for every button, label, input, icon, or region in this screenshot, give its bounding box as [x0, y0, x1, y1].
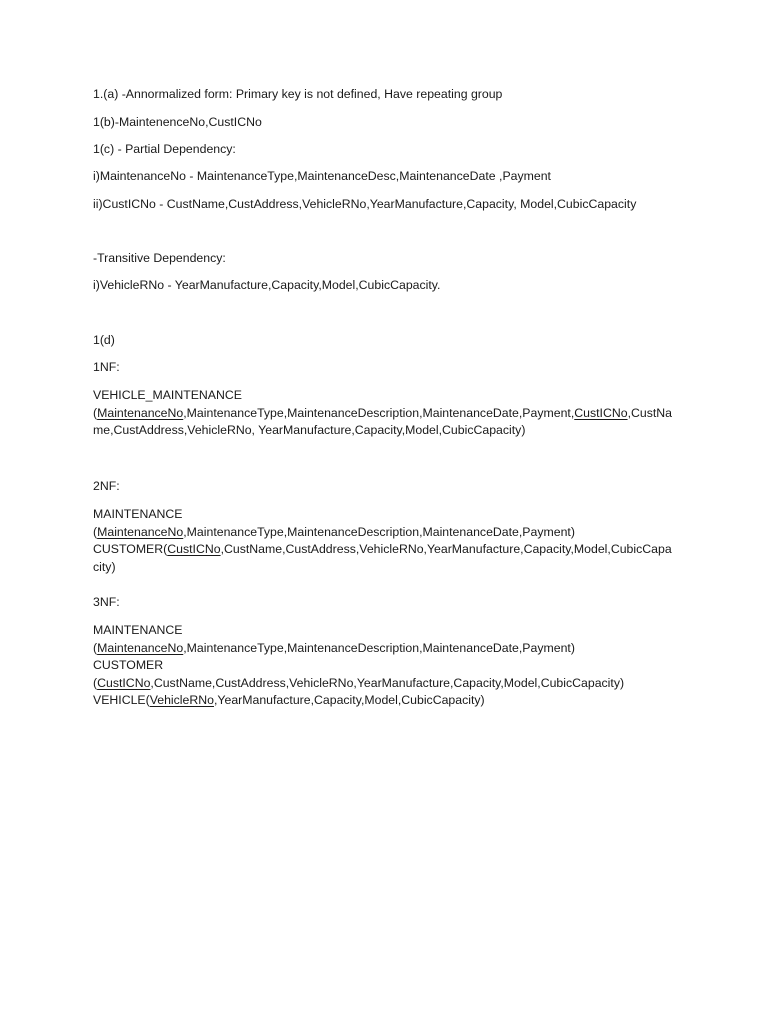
nf1-rest-attributes: ,CustName,CustAddress,VehicleRNo, YearManufacture,Capacity,Model,CubicCapacity) [93, 405, 672, 437]
nf3-customer-primary-key: CustICNo [97, 675, 151, 690]
nf2-customer-relation [93, 541, 675, 576]
answer-1d-title: 1(d) [93, 333, 115, 347]
nf2-relations [93, 506, 675, 576]
nf2-maintenance-primary-key: MaintenanceNo [97, 524, 184, 539]
nf3-maintenance-attributes [93, 640, 675, 658]
nf3-vehicle-primary-key: VehicleRNo [149, 693, 214, 707]
answer-1c-title: 1(c) - Partial Dependency: [93, 142, 236, 156]
transitive-dependency-i: i)VehicleRNo - YearManufacture,Capacity,Model,CubicCapacity. [93, 278, 441, 292]
nf2-maintenance-attributes [93, 524, 675, 542]
nf1-title: 1NF: [93, 360, 120, 374]
nf3-relations [93, 622, 675, 710]
partial-dependency-ii: ii)CustICNo - CustName,CustAddress,VehicleRNo,YearManufacture,Capacity, Model,CubicCapacity [93, 197, 637, 211]
nf2-customer-rest: ,CustName,CustAddress,VehicleRNo,YearManufacture,Capacity,Model,CubicCapacity) [93, 542, 672, 574]
nf3-customer-open-paren: ( [93, 675, 98, 690]
nf3-vehicle-name: VEHICLE( [93, 693, 150, 707]
nf3-maintenance-rest: ,MaintenanceType,MaintenanceDescription,MaintenanceDate,Payment) [183, 640, 575, 655]
nf3-title: 3NF: [93, 595, 120, 609]
nf3-customer-attributes [93, 675, 675, 693]
nf1-table-name: VEHICLE_MAINTENANCE [93, 388, 242, 402]
nf3-maintenance-name: MAINTENANCE [93, 623, 183, 637]
nf2-maintenance-open-paren: ( [93, 524, 98, 539]
nf1-relation [93, 387, 675, 440]
transitive-dependency-title: -Transitive Dependency: [93, 251, 226, 265]
answer-1b: 1(b)-MaintenenceNo,CustICNo [93, 115, 262, 129]
nf3-customer-rest: ,CustName,CustAddress,VehicleRNo,YearManufacture,Capacity,Model,CubicCapacity) [150, 675, 625, 690]
nf1-primary-key-cust-ic-no: CustICNo [574, 405, 628, 420]
nf2-maintenance-name: MAINTENANCE [93, 507, 183, 521]
nf2-customer-name: CUSTOMER( [93, 542, 168, 556]
nf3-customer-name: CUSTOMER [93, 658, 164, 672]
nf1-primary-key-maintenance-no: MaintenanceNo [97, 405, 184, 420]
nf1-middle-attributes: ,MaintenanceType,MaintenanceDescription,MaintenanceDate,Payment, [183, 405, 575, 420]
nf3-vehicle-rest: ,YearManufacture,Capacity,Model,CubicCapacity) [213, 693, 485, 707]
partial-dependency-i: i)MaintenanceNo - MaintenanceType,MaintenanceDesc,MaintenanceDate ,Payment [93, 169, 551, 183]
answer-1a: 1.(a) -Annormalized form: Primary key is not defined, Have repeating group [93, 87, 503, 101]
nf3-vehicle-relation [93, 692, 675, 710]
nf1-attributes [93, 405, 675, 440]
nf3-maintenance-open-paren: ( [93, 640, 98, 655]
nf2-title: 2NF: [93, 479, 120, 493]
nf3-maintenance-primary-key: MaintenanceNo [97, 640, 184, 655]
nf1-open-paren: ( [93, 405, 98, 420]
nf2-maintenance-rest: ,MaintenanceType,MaintenanceDescription,MaintenanceDate,Payment) [183, 524, 575, 539]
nf2-customer-primary-key: CustICNo [167, 542, 221, 556]
